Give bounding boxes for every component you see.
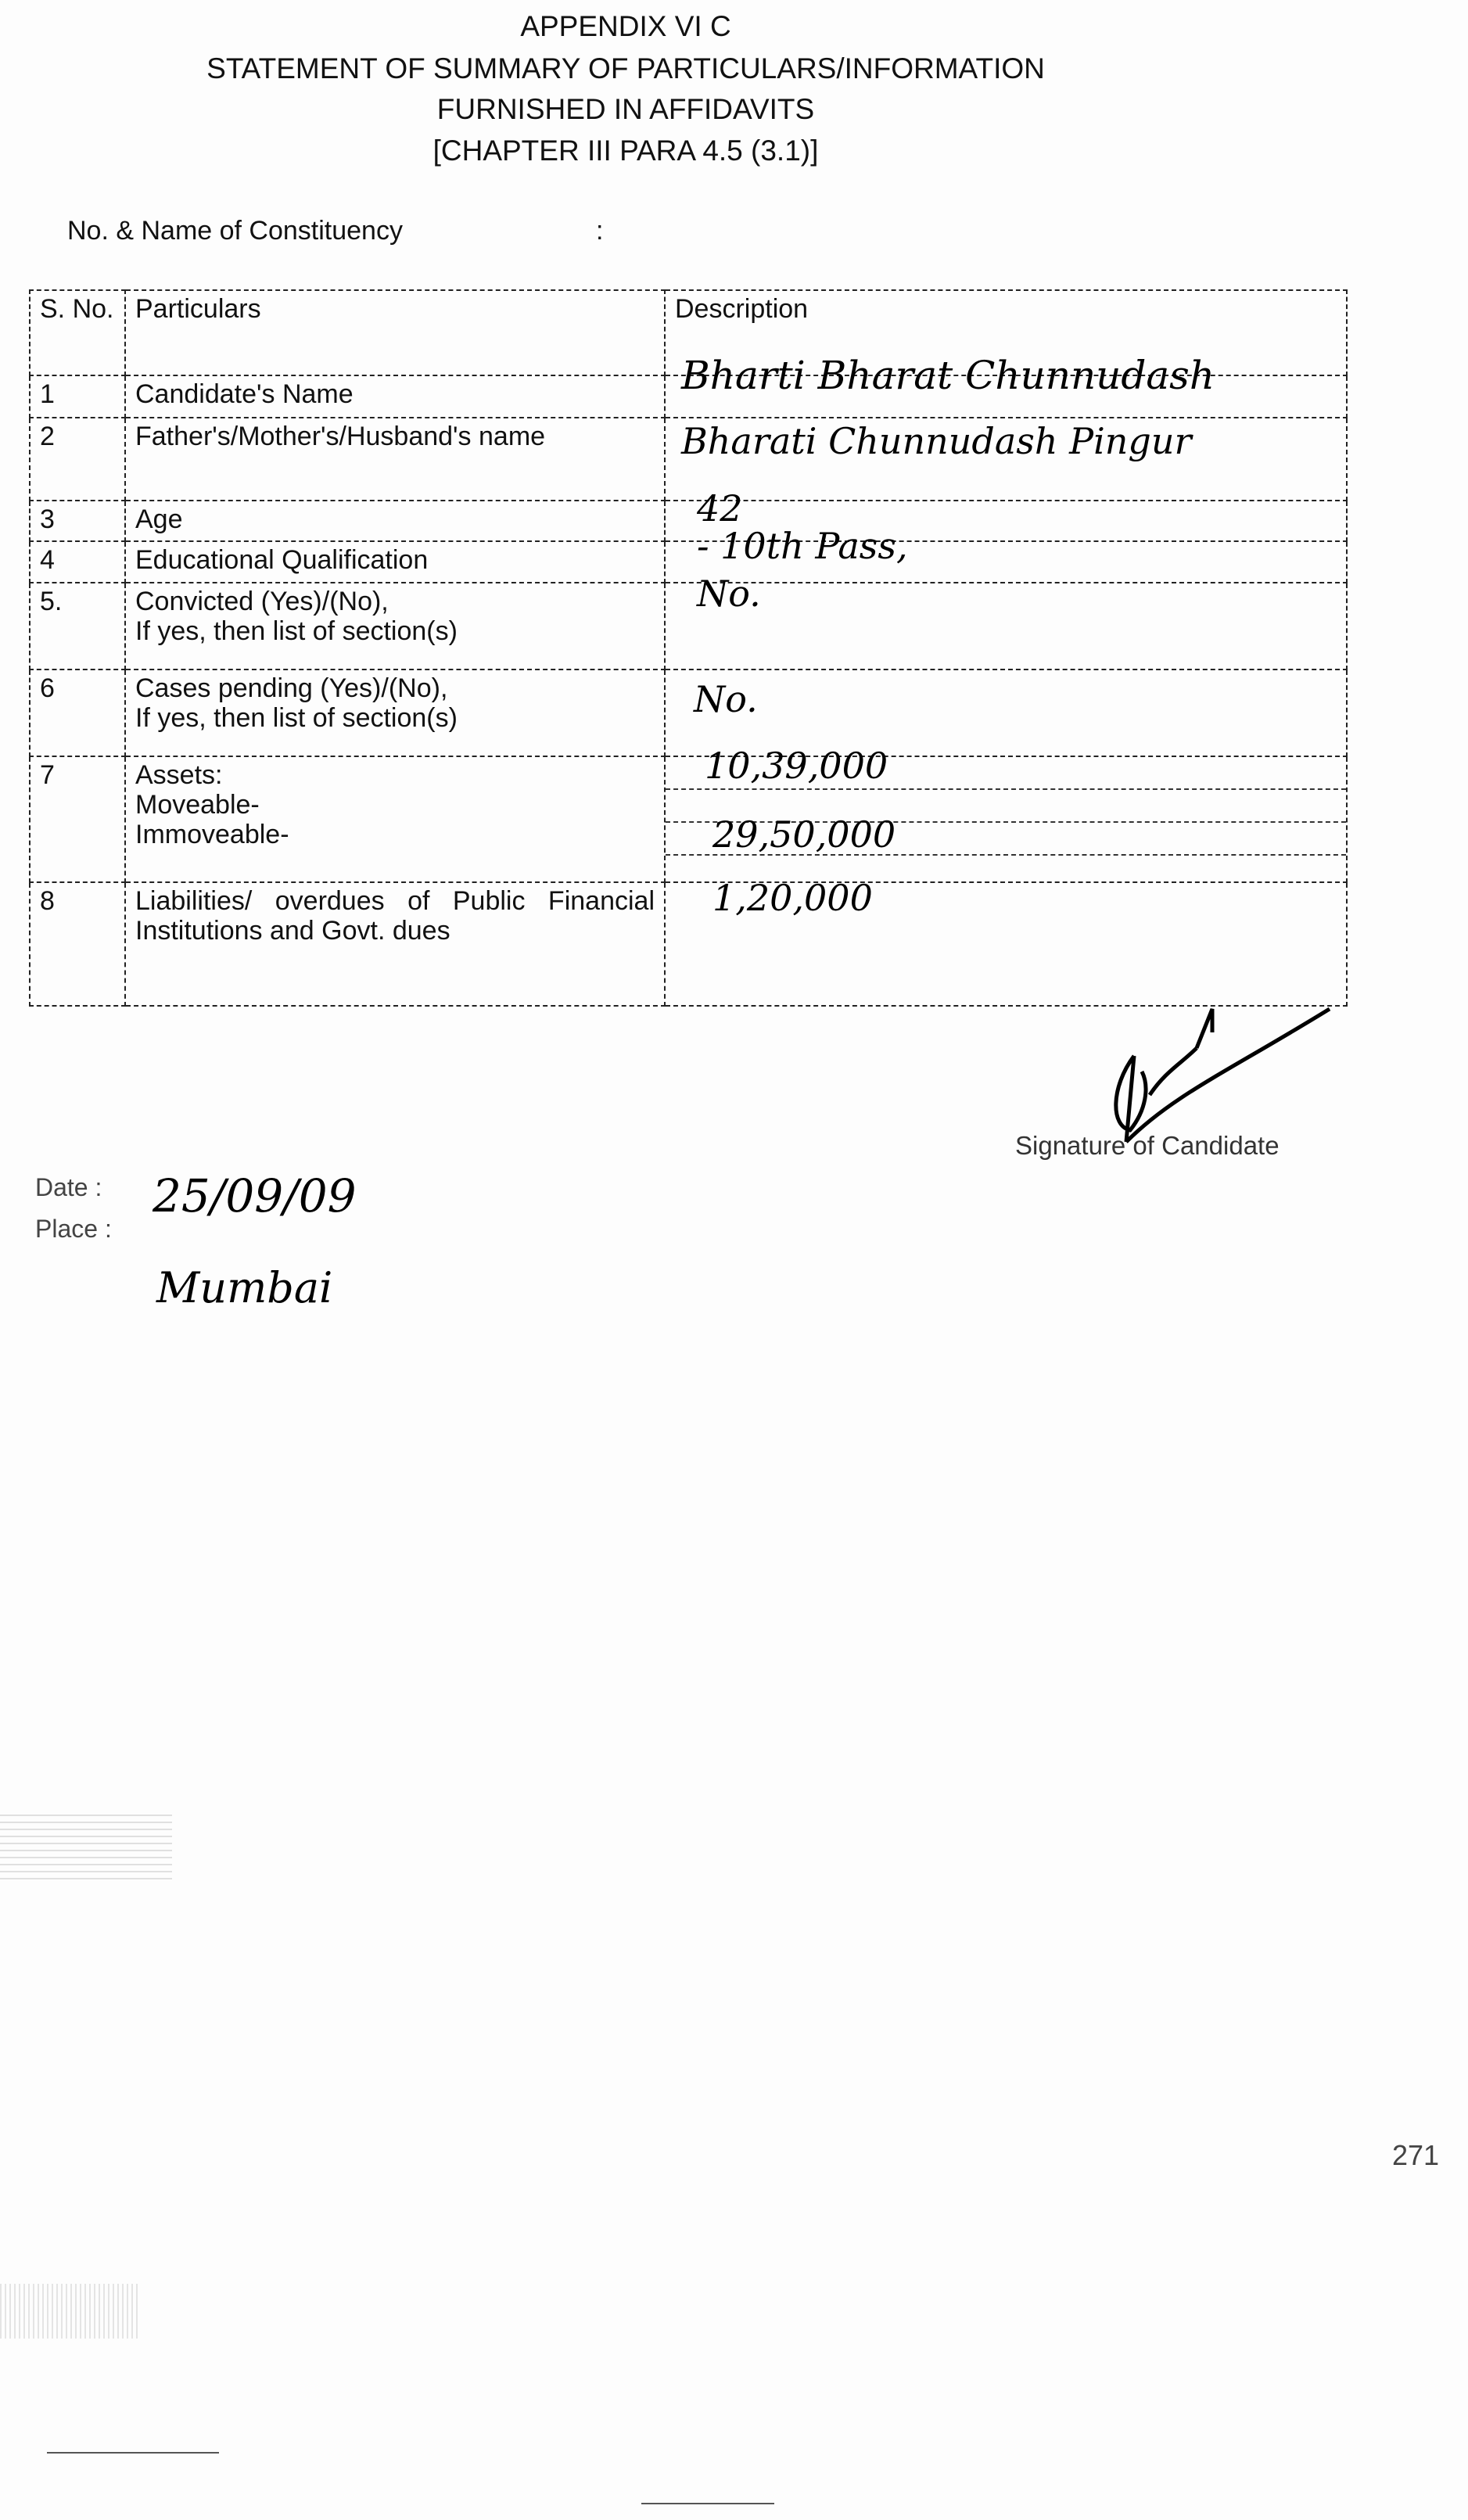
particulars-line: Convicted (Yes)/(No), (135, 587, 389, 616)
table-row (30, 501, 1347, 541)
row-sno: 4 (30, 541, 125, 583)
scan-noise (0, 2284, 141, 2339)
handwritten-value: Bharati Chunnudash Pingur (681, 420, 1192, 462)
date-value: 25/09/09 (153, 1169, 357, 1222)
row-description-cell (665, 573, 1347, 669)
particulars-table (29, 289, 1348, 1007)
row-particulars (125, 756, 665, 882)
particulars-line: If yes, then list of section(s) (135, 616, 458, 646)
page-number: 271 (1392, 2139, 1440, 2171)
table-row (30, 756, 1347, 882)
particulars-line: If yes, then list of section(s) (135, 703, 458, 733)
header-particulars: Particulars (125, 290, 665, 375)
table-row (30, 375, 1347, 418)
table-row (30, 583, 1347, 669)
table-row (30, 541, 1347, 583)
row-sno: 3 (30, 501, 125, 541)
divider (641, 2503, 774, 2504)
particulars-line: Immoveable- (135, 820, 289, 849)
divider (47, 2452, 219, 2454)
handwritten-value: 29,50,000 (712, 813, 896, 856)
row-particulars: Age (125, 501, 665, 541)
handwritten-value: 42 (697, 487, 743, 529)
row-description-cell (665, 525, 1347, 583)
table-row (30, 418, 1347, 501)
statement-title: STATEMENT OF SUMMARY OF PARTICULARS/INFORMATION (206, 52, 1045, 84)
row-sno: 1 (30, 375, 125, 418)
place-value: Mumbai (156, 1263, 333, 1312)
row-particulars: Father's/Mother's/Husband's name (125, 418, 665, 501)
table-row (30, 669, 1347, 756)
row-sno: 2 (30, 418, 125, 501)
row-sno: 8 (30, 882, 125, 1006)
row-particulars (125, 669, 665, 756)
table-row (30, 882, 1347, 1006)
handwritten-value: No. (697, 573, 761, 615)
signature-label: Signature of Candidate (1015, 1131, 1280, 1160)
scan-noise (0, 1815, 172, 1885)
handwritten-value: - 10th Pass, (697, 525, 908, 567)
particulars-line: Moveable- (135, 790, 260, 820)
row-description-cell (665, 353, 1347, 418)
handwritten-value: Bharti Bharat Chunnudash (681, 353, 1215, 398)
handwritten-value: 1,20,000 (712, 877, 873, 919)
moveable-value-cell (666, 745, 1346, 790)
row-sno: 6 (30, 669, 125, 756)
header-description: Description (665, 290, 1347, 375)
constituency-label: No. & Name of Constituency (67, 216, 403, 246)
row-sno: 7 (30, 756, 125, 882)
constituency-colon: : (596, 216, 604, 246)
immoveable-value-cell (666, 813, 1346, 856)
row-particulars: Educational Qualification (125, 541, 665, 583)
date-label: Date : (35, 1173, 102, 1201)
header-sno: S. No. (30, 290, 125, 375)
particulars-line: Cases pending (Yes)/(No), (135, 673, 448, 703)
appendix-title: APPENDIX VI C (520, 10, 731, 42)
row-sno: 5. (30, 583, 125, 669)
handwritten-value: 10,39,000 (705, 745, 888, 787)
row-description-cell (665, 418, 1347, 501)
row-particulars (125, 583, 665, 669)
row-description-cell (665, 877, 1347, 1006)
affidavit-subtitle: FURNISHED IN AFFIDAVITS (436, 93, 815, 125)
row-particulars: Candidate's Name (125, 375, 665, 418)
row-description-cell (665, 669, 1347, 756)
place-label: Place : (35, 1215, 112, 1243)
row-description-cell (665, 745, 1347, 882)
signature-icon (1079, 993, 1345, 1150)
row-particulars: Liabilities/ overdues of Public Financial Institutions and Govt. dues (125, 882, 665, 1006)
particulars-line: Assets: (135, 760, 223, 790)
chapter-reference: [CHAPTER III PARA 4.5 (3.1)] (433, 135, 819, 167)
handwritten-value: No. (694, 678, 758, 720)
